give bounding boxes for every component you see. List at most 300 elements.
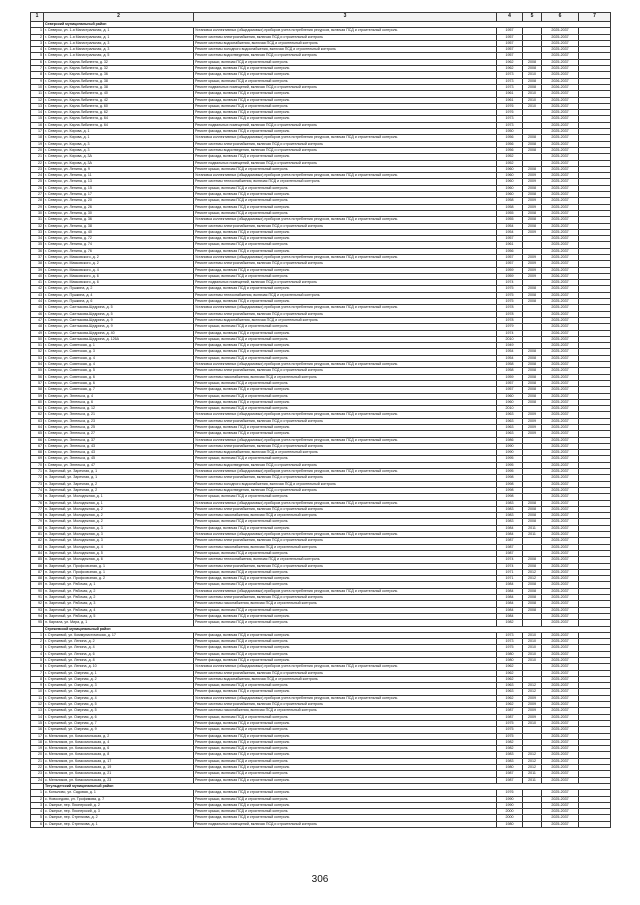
row-number-cell: 23 [31,771,44,777]
build-year-cell: 1984 [497,601,523,607]
overhaul-year-cell: 2008 [523,387,542,393]
overhaul-year-cell: 2012 [523,576,542,582]
address-cell: п. Заречный, ул. Рабочая, д. 5 [44,613,194,619]
planned-period-cell: 2025-2037 [542,500,579,506]
planned-period-cell: 2025-2037 [542,576,579,582]
build-year-cell: 1963 [497,425,523,431]
row-number-cell: 1 [31,28,44,34]
overhaul-year-cell: 2008 [523,362,542,368]
address-cell: г. Северск, ул. Энгельса, д. 25 [44,425,194,431]
work-type-cell: Ремонт фасада, включая ПСД и строительный контроль [194,525,497,531]
planned-period-cell: 2025-2037 [542,210,579,216]
row-number-cell: 62 [31,412,44,418]
overhaul-year-cell: 2008 [523,393,542,399]
overhaul-year-cell: 2008 [523,349,542,355]
overhaul-year-cell: 2009 [523,273,542,279]
work-type-cell: Ремонт фасада, включая ПСД и строительный контроль [194,613,497,619]
work-type-cell: Ремонт фасада, включая ПСД и строительный контроль [194,110,497,116]
address-cell: г. Северск, ул. Советская, д. 6 [44,374,194,380]
overhaul-year-cell: 2008 [523,166,542,172]
work-type-cell: Ремонт крыши, включая ПСД и строительный контроль [194,714,497,720]
overhaul-year-cell: 2010 [523,720,542,726]
overhaul-year-cell [523,821,542,827]
build-year-cell: 1976 [497,110,523,116]
work-type-cell: Ремонт крыши, включая ПСД и строительный контроль [194,59,497,65]
work-type-cell: Ремонт крыши, включая ПСД и строительный контроль [194,771,497,777]
address-cell: г. Северск, ул. 1-я Магистральная, д. 1 [44,28,194,34]
work-type-cell: Ремонт крыши, включая ПСД и строительный контроль [194,651,497,657]
overhaul-year-cell: 2010 [523,103,542,109]
row-number-cell: 22 [31,765,44,771]
overhaul-year-cell: 2009 [523,173,542,179]
build-year-cell: 1983 [497,506,523,512]
row-number-cell: 8 [31,72,44,78]
work-type-cell: Ремонт подвальных помещений, включая ПСД и строительный контроль [194,821,497,827]
row-number-cell: 76 [31,500,44,506]
planned-period-cell: 2025-2037 [542,324,579,330]
work-type-cell: Ремонт системы электроснабжения, включая ПСД и строительный контроль [194,563,497,569]
row-number-cell: 7 [31,670,44,676]
planned-period-cell: 2025-2037 [542,129,579,135]
work-type-cell: Установка коллективных (общедомовых) приборов учета потребления ресурсов, включая ПСД и строительный контроль [194,362,497,368]
overhaul-year-cell: 2009 [523,431,542,437]
work-type-cell: Ремонт системы водоотведения, включая ПСД и строительный контроль [194,147,497,153]
row-number-cell: 70 [31,462,44,468]
planned-period-cell: 2025-2037 [542,362,579,368]
work-type-cell: Ремонт фасада, включая ПСД и строительный контроль [194,576,497,582]
work-type-cell: Установка коллективных (общедомовых) приборов учета потребления ресурсов, включая ПСД и строительный контроль [194,437,497,443]
planned-period-cell: 2025-2037 [542,380,579,386]
row-number-cell: 61 [31,406,44,412]
row-number-cell: 19 [31,141,44,147]
build-year-cell: 1987 [497,771,523,777]
build-year-cell: 1974 [497,557,523,563]
build-year-cell: 1987 [497,550,523,556]
build-year-cell: 1973 [497,72,523,78]
build-year-cell: 1995 [497,456,523,462]
row-number-cell: 4 [31,47,44,53]
build-year-cell: 1954 [497,349,523,355]
build-year-cell: 1976 [497,790,523,796]
address-cell: г. Северск, ул. 1-я Магистральная, д. 5 [44,53,194,59]
work-type-cell: Ремонт крыши, включая ПСД и строительный контроль [194,456,497,462]
planned-period-cell: 2025-2037 [542,248,579,254]
row-number-cell: 75 [31,494,44,500]
planned-period-cell: 2025-2037 [542,229,579,235]
planned-period-cell: 2025-2037 [542,343,579,349]
overhaul-year-cell: 2008 [523,147,542,153]
work-type-cell: Установка коллективных (общедомовых) приборов учета потребления ресурсов, включая ПСД и строительный контроль [194,217,497,223]
address-cell: п. Заречный, ул. Рабочая, д. 1 [44,582,194,588]
build-year-cell: 1960 [497,185,523,191]
address-cell: г. Северск, ул. Ленина, д. 9 [44,166,194,172]
planned-period-cell: 2025-2037 [542,267,579,273]
row-number-cell: 31 [31,217,44,223]
address-cell: г. Северск, ул. Кирова, д. 1 [44,135,194,141]
work-type-cell: Ремонт крыши, включая ПСД и строительный контроль [194,727,497,733]
work-type-cell: Ремонт системы электроснабжения, включая ПСД и строительный контроль [194,223,497,229]
work-type-cell: Ремонт крыши, включая ПСД и строительный контроль [194,406,497,412]
row-number-cell: 92 [31,601,44,607]
row-number-cell: 5 [31,53,44,59]
work-type-cell: Ремонт фасада, включая ПСД и строительный контроль [194,399,497,405]
row-number-cell: 5 [31,815,44,821]
address-cell: г. Стрежевой, ул. Озерная, д. 2 [44,676,194,682]
build-year-cell: 1960 [497,399,523,405]
planned-period-cell: 2025-2037 [542,355,579,361]
work-type-cell: Ремонт фасада, включая ПСД и строительный контроль [194,343,497,349]
planned-period-cell: 2025-2037 [542,720,579,726]
work-type-cell: Ремонт крыши, включая ПСД и строительный контроль [194,796,497,802]
row-number-cell: 93 [31,607,44,613]
row-number-cell: 20 [31,147,44,153]
work-type-cell: Ремонт фасада, включая ПСД и строительный контроль [194,720,497,726]
build-year-cell: 1960 [497,179,523,185]
build-year-cell: 1963 [497,689,523,695]
planned-period-cell: 2025-2037 [542,418,579,424]
row-number-cell: 16 [31,727,44,733]
build-year-cell: 1952 [497,160,523,166]
build-year-cell: 1956 [497,147,523,153]
build-year-cell: 1960 [497,173,523,179]
row-number-cell: 14 [31,110,44,116]
overhaul-year-cell: 2010 [523,645,542,651]
overhaul-year-cell: 2008 [523,135,542,141]
address-cell: с. Ожерье, пер. Стрелкова, д. 1 [44,821,194,827]
row-number-cell: 13 [31,708,44,714]
planned-period-cell: 2025-2037 [542,261,579,267]
work-type-cell: Ремонт фасада, включая ПСД и строительный контроль [194,657,497,663]
row-number-cell: 9 [31,683,44,689]
address-cell: с. Мельников, ул. Комсомольская, д. 2 [44,733,194,739]
row-number-cell: 6 [31,821,44,827]
build-year-cell: 1974 [497,330,523,336]
planned-period-cell: 2025-2037 [542,475,579,481]
planned-period-cell: 2025-2037 [542,450,579,456]
work-type-cell: Ремонт фасада, включая ПСД и строительный контроль [194,330,497,336]
work-type-cell: Ремонт системы теплоснабжения, включая ПСД и строительный контроль [194,557,497,563]
planned-period-cell: 2025-2037 [542,487,579,493]
work-type-cell: Ремонт крыши, включая ПСД и строительный контроль [194,355,497,361]
build-year-cell: 1956 [497,141,523,147]
row-number-cell: 4 [31,651,44,657]
row-number-cell: 65 [31,431,44,437]
planned-period-cell: 2025-2037 [542,425,579,431]
build-year-cell: 1975 [497,727,523,733]
header-cell: 3 [194,13,497,22]
address-cell: г. Северск, ул. Советская, д. 4 [44,362,194,368]
row-number-cell: 83 [31,544,44,550]
build-year-cell: 1957 [497,380,523,386]
planned-period-cell: 2025-2037 [542,752,579,758]
build-year-cell: 2000 [497,809,523,815]
build-year-cell: 1957 [497,47,523,53]
planned-period-cell: 2025-2037 [542,456,579,462]
build-year-cell: 1957 [497,53,523,59]
planned-period-cell: 2025-2037 [542,336,579,342]
row-number-cell: 73 [31,481,44,487]
build-year-cell: 1955 [497,217,523,223]
build-year-cell: 1958 [497,368,523,374]
address-cell: п. Заречный, ул. Заречная, д. 1 [44,469,194,475]
section-title: Северский муниципальный район [44,22,611,28]
planned-period-cell: 2025-2037 [542,802,579,808]
build-year-cell: 1987 [497,714,523,720]
work-type-cell: Ремонт фасада, включая ПСД и строительный контроль [194,204,497,210]
overhaul-year-cell: 2012 [523,765,542,771]
build-year-cell: 1957 [497,28,523,34]
overhaul-year-cell: 2008 [523,563,542,569]
row-number-cell: 48 [31,324,44,330]
planned-period-cell: 2025-2037 [542,683,579,689]
overhaul-year-cell: 2009 [523,708,542,714]
address-cell: г. Северск, ул. Советская, д. 7 [44,387,194,393]
work-type-cell: Ремонт крыши, включая ПСД и строительный контроль [194,494,497,500]
work-type-cell: Ремонт системы водоотведения, включая ПСД и строительный контроль [194,462,497,468]
address-cell: г. Северск, ул. Карла Либкнехта, д. 62 [44,110,194,116]
overhaul-year-cell: 2012 [523,689,542,695]
address-cell: г. Стрежевой, ул. Ленина, д. 2 [44,639,194,645]
planned-period-cell: 2025-2037 [542,280,579,286]
work-type-cell: Ремонт фасада, включая ПСД и строительный контроль [194,192,497,198]
build-year-cell: 1995 [497,469,523,475]
address-cell: г. Северск, ул. Кирова, д. 1 [44,129,194,135]
build-year-cell: 1982 [497,739,523,745]
address-cell: г. Стрежевой, ул. Ленина, д. 6 [44,651,194,657]
planned-period-cell: 2025-2037 [542,519,579,525]
address-cell: г. Стрежевой, ул. Озерная, д. 6 [44,714,194,720]
address-cell: г. Стрежевой, ул. Ленина, д. 8 [44,657,194,663]
row-number-cell: 66 [31,437,44,443]
planned-period-cell: 2025-2037 [542,588,579,594]
build-year-cell: 1956 [497,135,523,141]
planned-period-cell: 2025-2037 [542,771,579,777]
row-number-cell: 10 [31,84,44,90]
address-cell: г. Стрежевой, ул. Ленина, д. 4 [44,645,194,651]
work-type-cell: Ремонт системы электроснабжения, включая ПСД и строительный контроль [194,538,497,544]
address-cell: г. Северск, ул. Пушкина, д. 2 [44,286,194,292]
planned-period-cell: 2025-2037 [542,651,579,657]
work-type-cell: Ремонт системы электроснабжения, включая ПСД и строительный контроль [194,506,497,512]
address-cell: п. Заречный, ул. Заречная, д. 1 [44,475,194,481]
work-type-cell: Ремонт крыши, включая ПСД и строительный контроль [194,569,497,575]
row-number-cell: 60 [31,399,44,405]
work-type-cell: Ремонт фасада, включая ПСД и строительный контроль [194,790,497,796]
planned-period-cell: 2025-2037 [542,557,579,563]
work-type-cell: Ремонт системы электроснабжения, включая ПСД и строительный контроль [194,670,497,676]
work-type-cell: Ремонт системы водоотведения, включая ПСД и строительный контроль [194,53,497,59]
planned-period-cell: 2025-2037 [542,645,579,651]
row-number-cell: 35 [31,242,44,248]
row-number-cell: 53 [31,355,44,361]
work-type-cell: Ремонт крыши, включая ПСД и строительный контроль [194,78,497,84]
address-cell: г. Северск, ул. Карла Либкнехта, д. 64 [44,116,194,122]
build-year-cell: 1982 [497,620,523,626]
build-year-cell: 1980 [497,657,523,663]
address-cell: г. Северск, ул. Кирова, д. 3 [44,141,194,147]
build-year-cell: 1980 [497,765,523,771]
address-cell: г. Северск, ул. Ленина, д. 72 [44,236,194,242]
row-number-cell: 19 [31,746,44,752]
address-cell: с. Ожерье, пер. Пионерский, д. 2 [44,802,194,808]
planned-period-cell: 2025-2037 [542,399,579,405]
build-year-cell: 1973 [497,116,523,122]
row-number-cell: 88 [31,576,44,582]
address-cell: г. Северск, ул. Карла Либкнехта, д. 38 [44,78,194,84]
overhaul-year-cell: 2010 [523,639,542,645]
work-type-cell: Ремонт крыши, включая ПСД и строительный контроль [194,210,497,216]
planned-period-cell: 2025-2037 [542,47,579,53]
work-type-cell: Установка коллективных (общедомовых) приборов учета потребления ресурсов, включая ПСД и строительный контроль [194,173,497,179]
work-type-cell: Установка коллективных (общедомовых) приборов учета потребления ресурсов, включая ПСД и строительный контроль [194,412,497,418]
planned-period-cell: 2025-2037 [542,116,579,122]
address-cell: г. Северск, ул. Энгельса, д. 4 [44,393,194,399]
build-year-cell: 1987 [497,777,523,783]
build-year-cell: 1998 [497,475,523,481]
build-year-cell: 1963 [497,431,523,437]
row-number-cell: 8 [31,676,44,682]
build-year-cell: 1962 [497,676,523,682]
planned-period-cell: 2025-2037 [542,166,579,172]
overhaul-year-cell: 2009 [523,204,542,210]
address-cell: г. Северск, ул. Маяковского, д. 6 [44,280,194,286]
address-cell: г. Стрежевой, ул. Озерная, д. 7 [44,720,194,726]
build-year-cell: 1971 [497,569,523,575]
overhaul-year-cell: 2009 [523,261,542,267]
build-year-cell: 1963 [497,412,523,418]
work-type-cell: Ремонт системы водоснабжения, включая ПСД и строительный контроль [194,676,497,682]
address-cell: г. Северск, ул. Карла Либкнехта, д. 32 [44,59,194,65]
address-cell: г. Северск, ул. Карла Либкнехта, д. 40 [44,91,194,97]
planned-period-cell: 2025-2037 [542,374,579,380]
build-year-cell: 1983 [497,500,523,506]
address-cell: г. Северск, ул. Кирова, д. 3А [44,154,194,160]
work-type-cell: Ремонт фасада, включая ПСД и строительный контроль [194,66,497,72]
address-cell: г. Северск, ул. Энгельса, д. 27 [44,431,194,437]
work-type-cell: Ремонт крыши, включая ПСД и строительный контроль [194,607,497,613]
build-year-cell: 1961 [497,242,523,248]
build-year-cell: 1959 [497,374,523,380]
address-cell: г. Северск, ул. Кирова, д. 3 [44,147,194,153]
planned-period-cell: 2025-2037 [542,368,579,374]
row-number-cell: 9 [31,78,44,84]
address-cell: с. Мельников, ул. Комсомольская, д. 21 [44,771,194,777]
address-cell: с. Мельников, ул. Комсомольская, д. 4 [44,739,194,745]
work-type-cell: Ремонт системы электроснабжения, включая ПСД и строительный контроль [194,261,497,267]
work-type-cell: Установка коллективных (общедомовых) приборов учета потребления ресурсов, включая ПСД и строительный контроль [194,254,497,260]
row-number-cell: 91 [31,595,44,601]
row-number-cell: 87 [31,569,44,575]
planned-period-cell: 2025-2037 [542,160,579,166]
build-year-cell: 1958 [497,198,523,204]
address-cell: п. Каргала, ул. Мира, д. 1 [44,620,194,626]
build-year-cell: 1962 [497,670,523,676]
planned-period-cell: 2025-2037 [542,412,579,418]
row-number-cell: 28 [31,198,44,204]
address-cell: г. Северск, ул. Карла Либкнехта, д. 38 [44,84,194,90]
work-type-cell: Ремонт фасада, включая ПСД и строительный контроль [194,689,497,695]
work-type-cell: Установка коллективных (общедомовых) приборов учета потребления ресурсов, включая ПСД и строительный контроль [194,664,497,670]
row-number-cell: 80 [31,525,44,531]
row-number-cell: 71 [31,469,44,475]
planned-period-cell: 2025-2037 [542,217,579,223]
overhaul-year-cell: 2008 [523,299,542,305]
build-year-cell: 1962 [497,66,523,72]
work-type-cell: Ремонт фасада, включая ПСД и строительный контроль [194,765,497,771]
planned-period-cell: 2025-2037 [542,563,579,569]
row-number-cell: 45 [31,305,44,311]
planned-period-cell: 2025-2037 [542,494,579,500]
row-number-cell: 40 [31,273,44,279]
build-year-cell: 1957 [497,34,523,40]
work-type-cell: Ремонт фасада, включая ПСД и строительный контроль [194,815,497,821]
work-type-cell: Установка коллективных (общедомовых) приборов учета потребления ресурсов, включая ПСД и строительный контроль [194,469,497,475]
work-type-cell: Ремонт фасада, включая ПСД и строительный контроль [194,733,497,739]
overhaul-year-cell: 2010 [523,72,542,78]
row-number-cell: 57 [31,380,44,386]
header-cell: 7 [579,13,611,22]
work-type-cell: Ремонт фасада, включая ПСД и строительный контроль [194,91,497,97]
work-type-cell: Ремонт фасада, включая ПСД и строительный контроль [194,154,497,160]
address-cell: г. Северск, ул. Энгельса, д. 43 [44,443,194,449]
planned-period-cell: 2025-2037 [542,809,579,815]
row-number-cell: 29 [31,204,44,210]
build-year-cell: 1978 [497,317,523,323]
row-number-cell: 86 [31,563,44,569]
work-type-cell: Ремонт системы газоснабжения, включая ПСД и строительный контроль [194,601,497,607]
build-year-cell: 1975 [497,720,523,726]
address-cell: г. Северск, ул. Советская, д. 3 [44,349,194,355]
work-type-cell: Ремонт подвальных помещений, включая ПСД и строительный контроль [194,280,497,286]
row-number-cell: 17 [31,733,44,739]
build-year-cell: 1955 [497,210,523,216]
address-cell: г. Северск, ул. Ленина, д. 74 [44,242,194,248]
planned-period-cell: 2025-2037 [542,393,579,399]
row-number-cell: 34 [31,236,44,242]
work-type-cell: Установка коллективных (общедомовых) приборов учета потребления ресурсов, включая ПСД и строительный контроль [194,500,497,506]
build-year-cell: 1998 [497,494,523,500]
row-number-cell: 2 [31,639,44,645]
overhaul-year-cell: 2008 [523,286,542,292]
work-type-cell: Ремонт системы электроснабжения, включая ПСД и строительный контроль [194,443,497,449]
planned-period-cell: 2025-2037 [542,311,579,317]
address-cell: г. Северск, ул. Маяковского, д. 4 [44,267,194,273]
row-number-cell: 64 [31,425,44,431]
address-cell: с. Ожерье, пер. Стрелкова, д. 2 [44,815,194,821]
work-type-cell: Ремонт фасада, включая ПСД и строительный контроль [194,632,497,638]
planned-period-cell: 2025-2037 [542,790,579,796]
row-number-cell: 14 [31,714,44,720]
work-type-cell: Ремонт крыши, включая ПСД и строительный контроль [194,198,497,204]
row-number-cell: 6 [31,59,44,65]
address-cell: г. Северск, ул. Кирова, д. 3А [44,160,194,166]
address-cell: с. Мельников, ул. Комсомольская, д. 17 [44,758,194,764]
address-cell: с. Новоседово, ул. Трофимова, д. 7 [44,796,194,802]
planned-period-cell: 2025-2037 [542,708,579,714]
work-type-cell: Ремонт крыши, включая ПСД и строительный контроль [194,103,497,109]
address-cell: г. Северск, ул. Советская, д. 4 [44,355,194,361]
overhaul-year-cell: 2008 [523,223,542,229]
build-year-cell: 1974 [497,280,523,286]
planned-period-cell: 2025-2037 [542,349,579,355]
overhaul-year-cell: 2011 [523,525,542,531]
build-year-cell: 1990 [497,802,523,808]
work-type-cell: Установка коллективных (общедомовых) приборов учета потребления ресурсов, включая ПСД и строительный контроль [194,135,497,141]
row-number-cell: 84 [31,550,44,556]
work-type-cell: Ремонт фасада, включая ПСД и строительный контроль [194,387,497,393]
address-cell: г. Северск, ул. Ленина, д. 15 [44,185,194,191]
address-cell: г. Северск, ул. Энгельса, д. 47 [44,462,194,468]
